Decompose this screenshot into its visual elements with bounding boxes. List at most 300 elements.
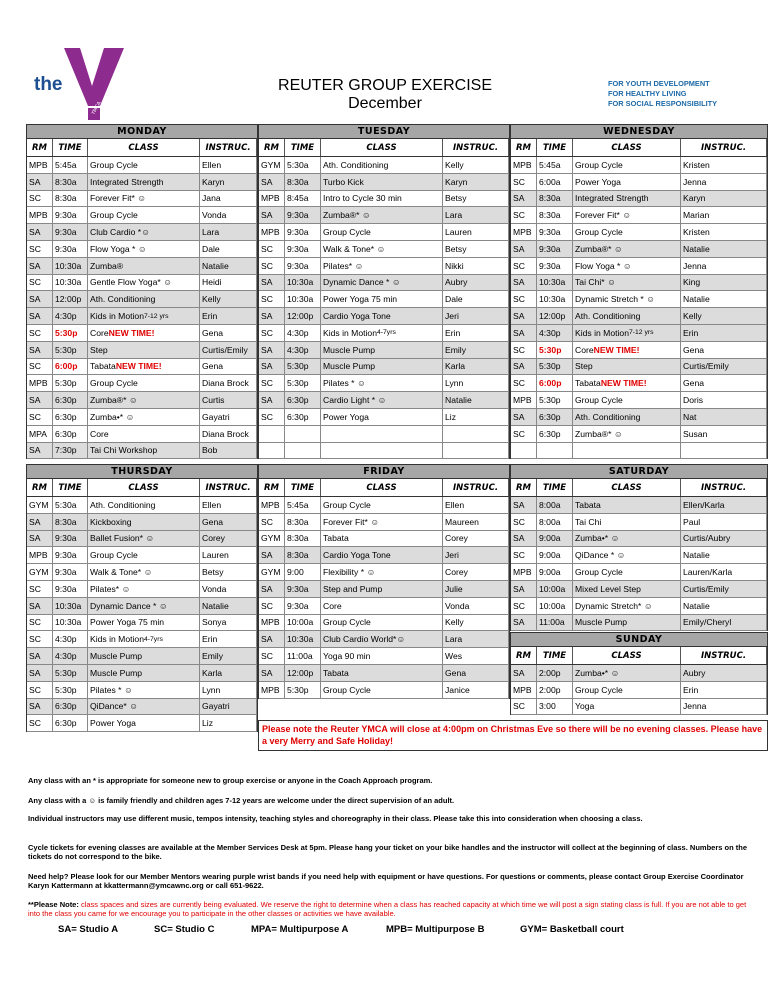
instructor-cell: Jeri [443,308,509,324]
time-cell: 6:00p [53,359,88,375]
instructor-cell: Gena [200,325,257,341]
instructor-cell: Marian [681,207,767,223]
time-cell: 10:30a [537,291,573,307]
instructor-cell: Betsy [200,564,257,580]
schedule-row [27,174,257,191]
column-header: INSTRUC. [443,479,509,496]
time-cell: 7:30p [53,443,88,459]
class-cell: Tabata NEW TIME! [573,375,681,391]
room-cell [259,426,285,442]
schedule-row [511,275,767,292]
schedule-row [27,699,257,716]
room-cell: SA [511,325,537,341]
schedule-row [259,342,509,359]
class-cell: Muscle Pump [88,648,200,664]
schedule-row [259,531,509,548]
room-cell: MPB [259,191,285,207]
class-cell [321,426,443,442]
schedule-row [259,392,509,409]
time-cell: 6:30p [285,392,321,408]
time-cell: 6:30p [53,392,88,408]
room-cell: MPB [511,392,537,408]
schedule-row [259,564,509,581]
instructor-cell: Liz [443,409,509,425]
room-cell: SC [27,615,53,631]
schedule-row [27,497,257,514]
time-cell: 6:30p [537,409,573,425]
schedule-row [259,547,509,564]
instructor-cell: Dale [200,241,257,257]
room-cell: GYM [259,564,285,580]
note-cycle-tickets: Cycle tickets for evening classes are available at the Member Services Desk at 5pm. Please hang your ticket on your bike handles and the instructor will collect at the beginning of class. Numbers on the tickets do not correspond to the bike. [28,843,747,861]
time-cell: 9:00a [537,564,573,580]
page-title: REUTER GROUP EXERCISE [278,77,492,94]
time-cell: 3:00 [537,699,573,715]
schedule-row [27,615,257,632]
room-cell: SC [27,241,53,257]
schedule-row [27,682,257,699]
column-header: CLASS [321,479,443,496]
schedule-row [27,342,257,359]
schedule-row [259,665,509,682]
room-cell: SA [259,275,285,291]
instructor-cell: Corey [200,531,257,547]
schedule-row [27,359,257,376]
class-cell: Zumba®* ☺ [321,207,443,223]
instructor-cell: Vonda [200,207,257,223]
day-header: THURSDAY [27,465,257,479]
schedule-row [259,275,509,292]
instructor-cell: Kelly [443,615,509,631]
time-cell: 5:30p [285,359,321,375]
time-cell: 5:30p [53,665,88,681]
column-header: CLASS [573,479,681,496]
instructor-cell: Karyn [681,191,767,207]
time-cell: 9:30a [285,241,321,257]
schedule-row [259,308,509,325]
time-cell: 4:30p [285,325,321,341]
room-cell: SC [259,325,285,341]
class-cell: Cardio Yoga Tone [321,308,443,324]
instructor-cell: Diana Brock [200,375,257,391]
class-cell: Tabata [573,497,681,513]
instructor-cell: Lynn [443,375,509,391]
room-cell: SC [511,291,537,307]
column-header: TIME [537,479,573,496]
instructor-cell: Curtis [200,392,257,408]
room-cell: SC [259,648,285,664]
legend-item: MPA= Multipurpose A [251,924,349,935]
room-cell: SC [511,174,537,190]
class-cell: Forever Fit* ☺ [88,191,200,207]
column-header: RM [27,139,53,156]
please-note-text: class spaces and sizes are currently being evaluated. We reserve the right to determine when a class has reached capacity at which time we will post a sign stating class is full. If you are not able to get into the class you came for we encourage you to participate in the other classes or activities we have available. [28,900,747,918]
instructor-cell: Heidi [200,275,257,291]
schedule-row [27,443,257,460]
schedule-row [27,258,257,275]
class-cell: Pilates* ☺ [88,581,200,597]
column-header-row [27,479,257,497]
instructor-cell: Kristen [681,224,767,240]
room-cell: SC [27,191,53,207]
schedule-row [511,581,767,598]
legend-item: SC= Studio C [154,924,215,935]
schedule-row [259,224,509,241]
schedule-row [511,224,767,241]
instructor-cell: Vonda [200,581,257,597]
class-cell: Core [321,598,443,614]
instructor-cell: Diana Brock [200,426,257,442]
time-cell: 12:00p [53,291,88,307]
room-cell: SA [27,342,53,358]
class-cell: Kids in Motion 7-12 yrs [88,308,200,324]
room-cell: MPB [27,157,53,173]
room-cell: SA [511,581,537,597]
column-header-row [511,139,767,157]
instructor-cell: Natalie [681,598,767,614]
room-cell: SC [259,241,285,257]
schedule-row [259,207,509,224]
room-cell: SC [511,258,537,274]
tagline-line: FOR YOUTH DEVELOPMENT [608,79,710,88]
room-cell: SA [259,207,285,223]
room-cell: SC [511,598,537,614]
schedule-row [259,426,509,443]
instructor-cell: Lauren [200,547,257,563]
column-header: RM [511,479,537,496]
column-header: TIME [285,139,321,156]
day-header: FRIDAY [259,465,509,479]
schedule-row [511,699,767,716]
room-cell: MPB [27,375,53,391]
room-cell: SA [259,174,285,190]
column-header: TIME [53,139,88,156]
schedule-row [27,581,257,598]
schedule-row [27,598,257,615]
logo-ymca-text: YMCA [90,100,103,116]
class-cell: Ath. Conditioning [573,409,681,425]
class-cell: Walk & Tone* ☺ [88,564,200,580]
schedule-row [27,207,257,224]
instructor-cell: Gena [200,514,257,530]
day-panel-friday [258,464,510,699]
schedule-row [27,715,257,732]
instructor-cell: Natalie [681,547,767,563]
instructor-cell: Gena [681,342,767,358]
time-cell: 9:30a [537,241,573,257]
room-cell: SA [27,392,53,408]
schedule-row [511,291,767,308]
schedule-row [511,375,767,392]
instructor-cell: Jeri [443,547,509,563]
column-header-row [259,479,509,497]
schedule-row [511,157,767,174]
time-cell: 11:00a [285,648,321,664]
class-cell: QiDance * ☺ [573,547,681,563]
time-cell: 10:30a [53,258,88,274]
room-cell: SA [511,409,537,425]
class-cell: Ath. Conditioning [88,497,200,513]
class-cell: QiDance* ☺ [88,699,200,715]
instructor-cell: Wes [443,648,509,664]
class-cell: Step and Pump [321,581,443,597]
instructor-cell: Erin [200,631,257,647]
class-cell: Muscle Pump [321,359,443,375]
class-cell: Muscle Pump [321,342,443,358]
class-cell: Tai Chi Workshop [88,443,200,459]
day-header: WEDNESDAY [511,125,767,139]
time-cell: 9:30a [53,224,88,240]
column-header: CLASS [88,479,200,496]
instructor-cell: Kelly [200,291,257,307]
schedule-row [511,665,767,682]
class-cell: Ath. Conditioning [88,291,200,307]
instructor-cell: Lauren [443,224,509,240]
time-cell: 5:45a [53,157,88,173]
time-cell: 6:00a [537,174,573,190]
schedule-row [259,615,509,632]
schedule-row [27,392,257,409]
time-cell: 8:30a [285,514,321,530]
column-header: INSTRUC. [681,139,767,156]
instructor-cell: Paul [681,514,767,530]
room-cell: SC [27,715,53,731]
room-cell: SC [27,325,53,341]
time-cell: 5:45a [285,497,321,513]
time-cell: 5:30a [285,157,321,173]
room-cell: MPB [511,157,537,173]
room-cell: SC [511,514,537,530]
schedule-row [27,275,257,292]
class-cell [321,443,443,459]
schedule-row [27,409,257,426]
time-cell: 9:30a [53,564,88,580]
note-asterisk: Any class with an * is appropriate for someone new to group exercise or anyone in the Coach Approach program. [28,776,433,785]
instructor-cell: Gena [681,375,767,391]
time-cell: 9:30a [53,547,88,563]
room-cell: SC [259,258,285,274]
time-cell: 10:00a [537,598,573,614]
instructor-cell: Natalie [681,241,767,257]
ymca-logo [34,46,130,122]
instructor-cell: Natalie [681,291,767,307]
room-cell: SA [511,531,537,547]
time-cell: 8:30a [285,174,321,190]
schedule-row [259,581,509,598]
instructor-cell: Karyn [443,174,509,190]
schedule-row [27,648,257,665]
instructor-cell [681,443,767,459]
schedule-row [511,409,767,426]
column-header: RM [511,647,537,664]
room-cell: SA [511,191,537,207]
schedule-row [511,359,767,376]
time-cell: 10:30a [285,291,321,307]
instructor-cell: Corey [443,564,509,580]
class-cell: Club Cardio World*☺ [321,631,443,647]
instructor-cell: Betsy [443,191,509,207]
time-cell: 9:30a [285,258,321,274]
class-cell: Flow Yoga * ☺ [88,241,200,257]
instructor-cell: Kristen [681,157,767,173]
schedule-row [511,497,767,514]
room-cell: SA [259,342,285,358]
class-cell: Yoga 90 min [321,648,443,664]
room-cell: GYM [27,564,53,580]
tagline-line: FOR SOCIAL RESPONSIBILITY [608,99,718,108]
column-header: RM [259,479,285,496]
schedule-row [511,241,767,258]
schedule-row [511,392,767,409]
schedule-row [511,174,767,191]
room-cell: SA [27,648,53,664]
time-cell: 8:30a [53,514,88,530]
ymca-tagline [608,79,768,109]
column-header-row [27,139,257,157]
room-cell: SC [259,291,285,307]
time-cell: 6:30p [537,426,573,442]
day-panel-sunday [510,632,768,715]
instructor-cell: Emily [443,342,509,358]
time-cell: 9:30a [53,241,88,257]
class-cell: Zumba•* ☺ [573,665,681,681]
instructor-cell: Erin [443,325,509,341]
schedule-row [511,514,767,531]
tagline-line: FOR HEALTHY LIVING [608,89,687,98]
instructor-cell: Emily [200,648,257,664]
class-cell: Yoga [573,699,681,715]
class-cell: Flow Yoga * ☺ [573,258,681,274]
time-cell: 10:30a [53,615,88,631]
instructor-cell: Jenna [681,699,767,715]
schedule-row [259,375,509,392]
class-cell: Tai Chi [573,514,681,530]
time-cell: 5:30p [285,682,321,698]
room-cell: MPA [27,426,53,442]
class-cell: Power Yoga [573,174,681,190]
room-cell: MPB [259,615,285,631]
time-cell: 10:00a [285,615,321,631]
class-cell: Kids in Motion 4-7yrs [321,325,443,341]
time-cell: 5:45a [537,157,573,173]
room-cell: SC [27,631,53,647]
instructor-cell: Ellen [200,157,257,173]
class-cell: Dynamic Dance * ☺ [88,598,200,614]
room-cell: SA [511,308,537,324]
class-cell: Muscle Pump [573,615,681,631]
class-cell: Tabata [321,531,443,547]
time-cell: 5:30p [53,375,88,391]
room-cell: SC [259,598,285,614]
page-header [0,0,768,124]
schedule-row [259,191,509,208]
class-cell: Muscle Pump [88,665,200,681]
time-cell: 9:30a [285,581,321,597]
time-cell: 9:00 [285,564,321,580]
time-cell: 5:30a [53,497,88,513]
room-cell: SA [27,174,53,190]
time-cell: 6:30p [53,426,88,442]
room-cell: SC [27,275,53,291]
class-cell: Kickboxing [88,514,200,530]
time-cell: 8:30a [537,191,573,207]
instructor-cell: Curtis/Aubry [681,531,767,547]
schedule-row [27,157,257,174]
room-cell: SC [27,581,53,597]
column-header: TIME [537,139,573,156]
instructor-cell: Ellen [200,497,257,513]
time-cell: 9:30a [537,224,573,240]
holiday-notice: Please note the Reuter YMCA will close at 4:00pm on Christmas Eve so there will be no evening classes. Please have a very Merry and Safe Holiday! [258,720,768,751]
note-please-note [28,900,748,918]
time-cell: 6:30p [53,409,88,425]
room-cell: SA [259,392,285,408]
class-cell: Cardio Light * ☺ [321,392,443,408]
instructor-cell: Lara [200,224,257,240]
schedule-grid [26,124,768,750]
column-header: RM [27,479,53,496]
class-cell: Group Cycle [321,682,443,698]
instructor-cell: Curtis/Emily [681,581,767,597]
instructor-cell: Karyn [200,174,257,190]
room-cell: MPB [511,682,537,698]
instructor-cell: Maureen [443,514,509,530]
class-cell: Zumba®* ☺ [573,426,681,442]
room-cell: SA [259,308,285,324]
room-cell: SA [511,275,537,291]
class-cell: Core [88,426,200,442]
time-cell [285,426,321,442]
instructor-cell: Doris [681,392,767,408]
room-cell: MPB [511,224,537,240]
column-header: CLASS [321,139,443,156]
time-cell: 8:00a [537,514,573,530]
room-cell: SC [259,375,285,391]
instructor-cell: Ellen/Karla [681,497,767,513]
instructor-cell: Karla [200,665,257,681]
column-header: TIME [537,647,573,664]
class-cell: Group Cycle [88,547,200,563]
column-header: CLASS [573,139,681,156]
time-cell: 5:30p [537,359,573,375]
schedule-row [27,531,257,548]
time-cell: 10:30a [53,275,88,291]
instructor-cell [443,426,509,442]
class-cell: Zumba•* ☺ [573,531,681,547]
schedule-row [511,258,767,275]
class-cell: Integrated Strength [88,174,200,190]
legend-item: GYM= Basketball court [520,924,624,935]
time-cell: 5:30p [537,342,573,358]
time-cell: 6:30p [53,699,88,715]
time-cell: 9:30a [53,581,88,597]
time-cell: 5:30p [537,392,573,408]
instructor-cell: Susan [681,426,767,442]
instructor-cell: Lara [443,631,509,647]
class-cell: Zumba®* ☺ [573,241,681,257]
room-cell: SC [259,514,285,530]
instructor-cell: Aubry [681,665,767,681]
instructor-cell: Lara [443,207,509,223]
note-family-friendly: Any class with a ☺ is family friendly and children ages 7-12 years are welcome under the direct supervision of an adult. [28,796,455,805]
schedule-row [259,409,509,426]
class-cell: Zumba®* ☺ [88,392,200,408]
class-cell: Kids in Motion 7-12 yrs [573,325,681,341]
schedule-row [511,598,767,615]
instructor-cell: Sonya [200,615,257,631]
column-header: INSTRUC. [200,479,257,496]
schedule-row [259,631,509,648]
